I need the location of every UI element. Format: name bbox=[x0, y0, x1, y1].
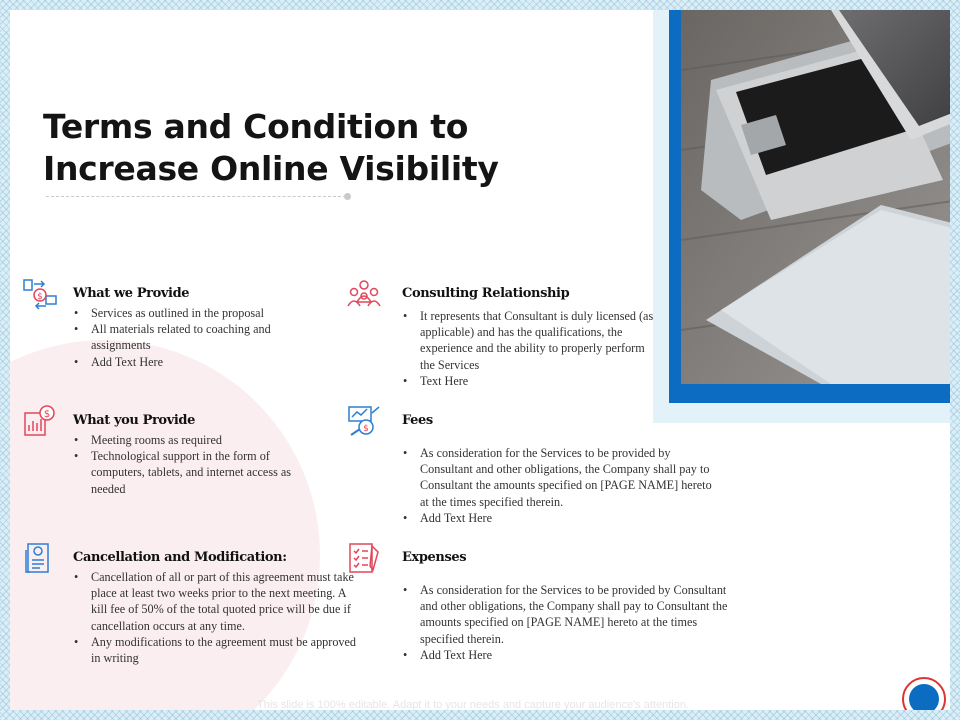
financial-report-icon bbox=[22, 403, 58, 439]
list-item: • It represents that Consultant is duly licensed (as applicable) and has the qualifications, the experience and the ability to properly perform the Services bbox=[402, 308, 662, 373]
section-expenses bbox=[402, 550, 732, 663]
section-heading: What you Provide bbox=[73, 413, 195, 428]
page-title: Terms and Condition to Increase Online Visibility bbox=[43, 107, 499, 188]
corner-badge-dot bbox=[909, 684, 939, 710]
list-item: • Meeting rooms as required bbox=[73, 432, 323, 448]
list-item: • Services as outlined in the proposal bbox=[73, 305, 323, 321]
bullet-list bbox=[73, 305, 323, 370]
list-item: • Add Text Here bbox=[402, 510, 722, 526]
list-item: • As consideration for the Services to be provided by Consultant and other obligations, the Company shall pay to Consultant the amounts specified on [PAGE NAME] hereto at the times specified therein. bbox=[402, 445, 722, 510]
section-heading: Expenses bbox=[402, 550, 467, 565]
title-divider bbox=[46, 196, 346, 197]
list-item: • Add Text Here bbox=[402, 647, 732, 663]
svg-text:$: $ bbox=[363, 424, 369, 434]
fees-analysis-icon bbox=[346, 403, 382, 439]
bullet-list bbox=[402, 445, 722, 526]
section-consulting-relationship bbox=[402, 286, 662, 389]
svg-text:$: $ bbox=[37, 292, 43, 302]
list-item: • Add Text Here bbox=[73, 354, 323, 370]
list-item: • Cancellation of all or part of this agreement must take place at least two weeks prior to the next meeting. A kill fee of 50% of the total quoted price will be due if cancellation occurs at any time. bbox=[73, 569, 363, 634]
laptop-photo bbox=[681, 10, 950, 384]
section-heading: Fees bbox=[402, 413, 433, 428]
list-item: • Technological support in the form of computers, tablets, and internet access as needed bbox=[73, 448, 323, 497]
team-group-icon bbox=[346, 276, 382, 312]
bullet-list bbox=[402, 582, 732, 663]
section-what-we-provide bbox=[73, 286, 323, 370]
svg-text:$: $ bbox=[43, 409, 51, 420]
photo-frame bbox=[669, 10, 950, 403]
section-heading: Consulting Relationship bbox=[402, 286, 570, 301]
bullet-list bbox=[73, 432, 323, 497]
list-item: • Any modifications to the agreement must be approved in writing bbox=[73, 634, 363, 666]
slide-canvas bbox=[10, 10, 950, 710]
money-exchange-icon bbox=[22, 276, 58, 312]
section-fees bbox=[402, 413, 722, 526]
bullet-list bbox=[73, 569, 363, 666]
list-item: • As consideration for the Services to be provided by Consultant and other obligations, the Company shall pay to Consultant the amounts specified on [PAGE NAME] hereto at the times specified therein. bbox=[402, 582, 732, 647]
corner-badge bbox=[902, 677, 946, 710]
footer-note: This slide is 100% editable. Adapt it to your needs and capture your audience's attention. bbox=[257, 699, 689, 710]
expense-checklist-icon bbox=[346, 540, 382, 576]
list-item: • All materials related to coaching and assignments bbox=[73, 321, 323, 353]
section-cancellation-modification bbox=[73, 550, 363, 666]
section-what-you-provide bbox=[73, 413, 323, 497]
bullet-list bbox=[402, 308, 662, 389]
certificate-document-icon bbox=[22, 540, 58, 576]
section-heading: What we Provide bbox=[73, 286, 190, 301]
list-item: • Text Here bbox=[402, 373, 662, 389]
section-heading: Cancellation and Modification: bbox=[73, 550, 287, 565]
divider-dot bbox=[344, 193, 351, 200]
